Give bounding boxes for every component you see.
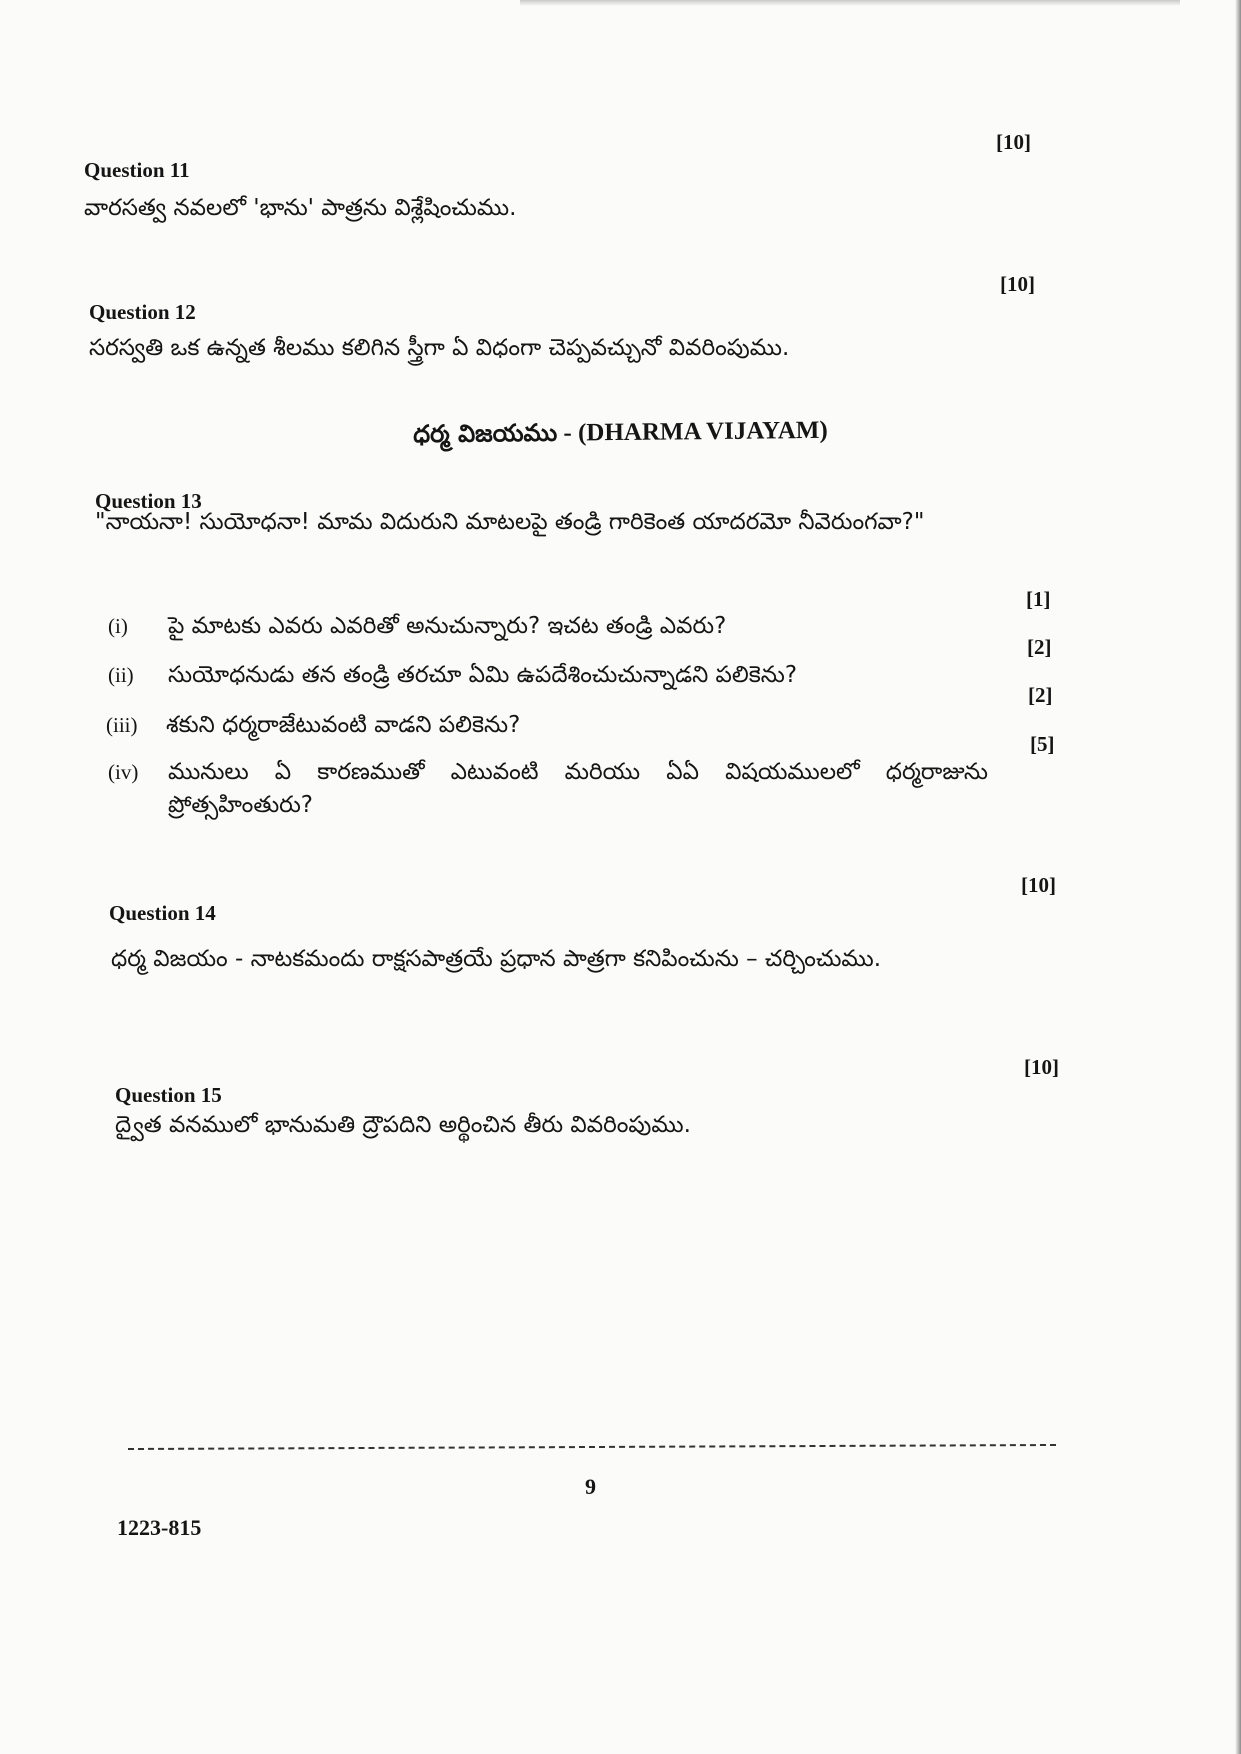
q13-part-text: పై మాటకు ఎవరు ఎవరితో అనుచున్నారు? ఇచట తండ్రి ఎవరు? <box>168 613 727 639</box>
section-title <box>0 412 1241 459</box>
paper-code: 1223-815 <box>117 1515 202 1540</box>
q12-label: Question 12 <box>89 300 196 324</box>
q13-label: Question 13 <box>95 489 202 513</box>
scan-edge-top <box>520 0 1180 6</box>
q13-part-text: సుయోధనుడు తన తండ్రి తరచూ ఏమి ఉపదేశించుచున్నాడని పలికెను? <box>168 662 798 688</box>
q14-text: ధర్మ విజయం - నాటకమందు రాక్షసపాత్రయే ప్రధాన పాత్రగా కనిపించును – చర్చించుము. <box>111 946 882 972</box>
q13-part-marks: [5] <box>1030 732 1055 756</box>
q13-part-marks: [2] <box>1027 635 1052 659</box>
q12-text: సరస్వతి ఒక ఉన్నత శీలము కలిగిన స్త్రీగా ఏ విధంగా చెప్పవచ్చునో వివరింపుము. <box>89 335 790 361</box>
q14-label: Question 14 <box>109 901 216 925</box>
q13-part-number: (ii) <box>108 663 134 687</box>
q15-marks: [10] <box>1024 1055 1059 1079</box>
q13-quote: "నాయనా! సుయోధనా! మామ విదురుని మాటలపై తండ్రి గారికెంత యాదరమో నీవెరుంగవా?" <box>95 509 925 535</box>
q13-part-number: (i) <box>108 614 128 638</box>
q11-label: Question 11 <box>84 158 190 182</box>
section-title-telugu: ధర్మ విజయము <box>413 418 558 449</box>
q13-part <box>106 709 986 742</box>
q13-part-number: (iii) <box>106 713 138 737</box>
section-title-english: - (DHARMA VIJAYAM) <box>557 416 828 447</box>
q11-marks: [10] <box>996 130 1031 154</box>
q13-part-text: శకుని ధర్మరాజేటువంటి వాడని పలికెను? <box>166 712 521 738</box>
q13-part-text: మునులు ఏ కారణముతో ఎటువంటి మరియు ఏఏ విషయములలో ధర్మరాజును ప్రోత్సహింతురు? <box>168 759 988 818</box>
page-number: 9 <box>585 1474 596 1499</box>
q12-marks: [10] <box>1000 272 1035 296</box>
q15-label: Question 15 <box>115 1083 222 1107</box>
q13-part <box>108 659 988 692</box>
q13-part <box>108 610 988 643</box>
q13-part <box>108 756 988 822</box>
q13-part-number: (iv) <box>108 760 139 784</box>
q13-part-marks: [1] <box>1026 587 1051 611</box>
q14-marks: [10] <box>1021 873 1056 897</box>
footer-divider <box>128 1444 1056 1450</box>
scan-edge-right <box>1235 0 1241 1754</box>
q15-text: ద్వైత వనములో భానుమతి ద్రౌపదిని అర్థించిన తీరు వివరింపుము. <box>115 1112 691 1138</box>
q11-text: వారసత్వ నవలలో 'భాను' పాత్రను విశ్లేషించుము. <box>84 195 517 221</box>
q13-part-marks: [2] <box>1028 683 1053 707</box>
